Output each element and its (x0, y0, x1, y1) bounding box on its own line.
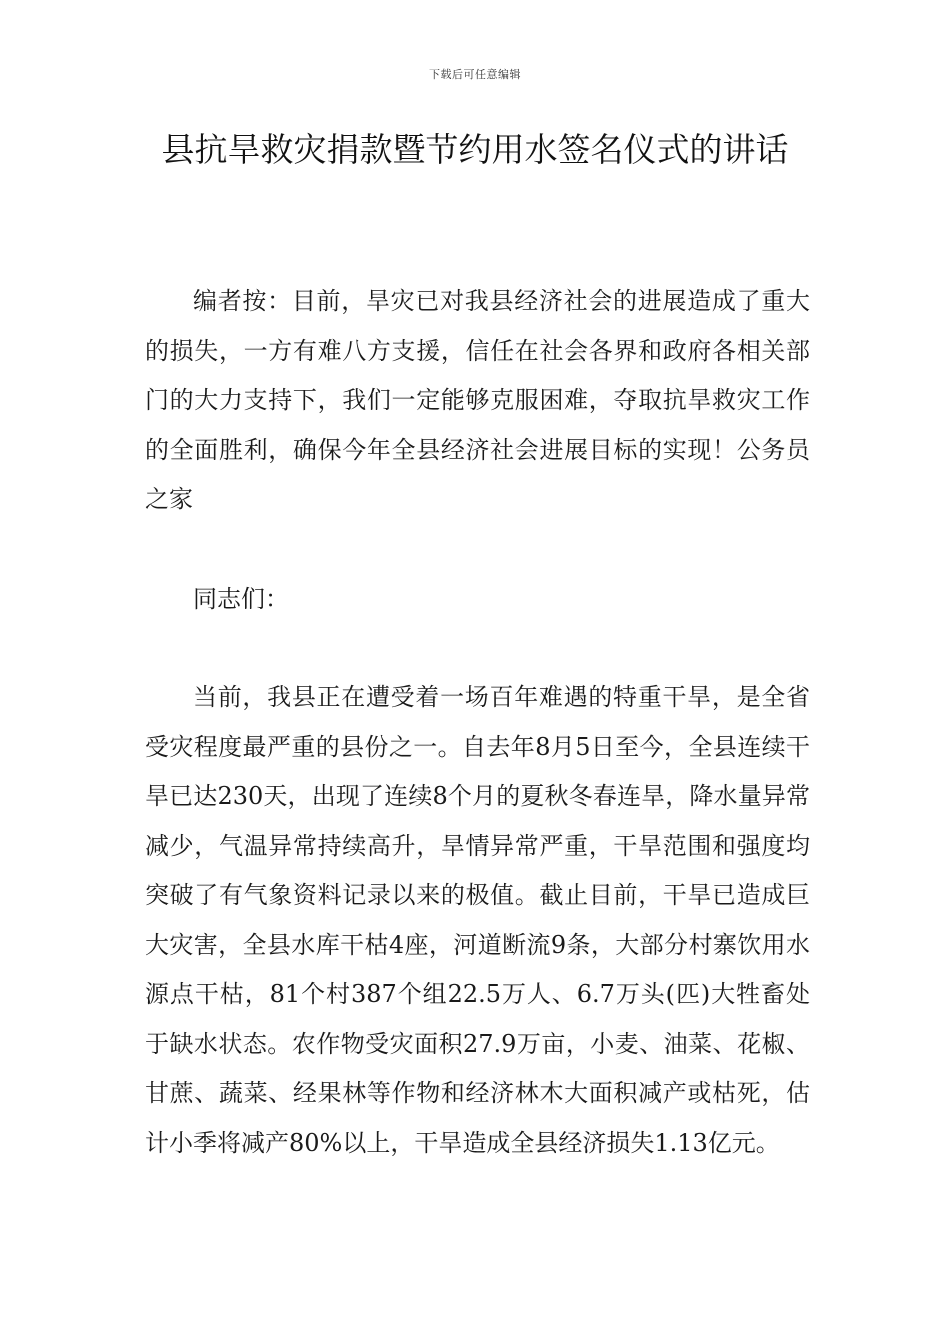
header-note: 下载后可任意编辑 (429, 68, 521, 81)
editor-note-paragraph: 编者按：目前，旱灾已对我县经济社会的进展造成了重大的损失，一方有难八方支援，信任在社会各界和政府各相关部门的大力支持下，我们一定能够克服困难，夺取抗旱救灾工作的全面胜利，确保今年全县经济社会进展目标的实现！公务员之家 (145, 287, 810, 513)
greeting-paragraph: 同志们： (193, 585, 289, 613)
document-title: 县抗旱救灾捐款暨节约用水签名仪式的讲话 (161, 130, 789, 169)
body-paragraph: 当前，我县正在遭受着一场百年难遇的特重干旱，是全省受灾程度最严重的县份之一。自去年8月5日至今，全县连续干旱已达230天，出现了连续8个月的夏秋冬春连旱，降水量异常减少，气温异常持续高升，旱情异常严重，干旱范围和强度均突破了有气象资料记录以来的极值。截止目前，干旱已造成巨大灾害，全县水库干枯4座，河道断流9条，大部分村寨饮用水源点干枯，81个村387个组22.5万人、6.7万头(匹)大牲畜处于缺水状态。农作物受灾面积27.9万亩，小麦、油菜、花椒、甘蔗、蔬菜、经果林等作物和经济林木大面积减产或枯死，估计小季将减产80%以上，干旱造成全县经济损失1.13亿元。 (145, 683, 810, 1157)
